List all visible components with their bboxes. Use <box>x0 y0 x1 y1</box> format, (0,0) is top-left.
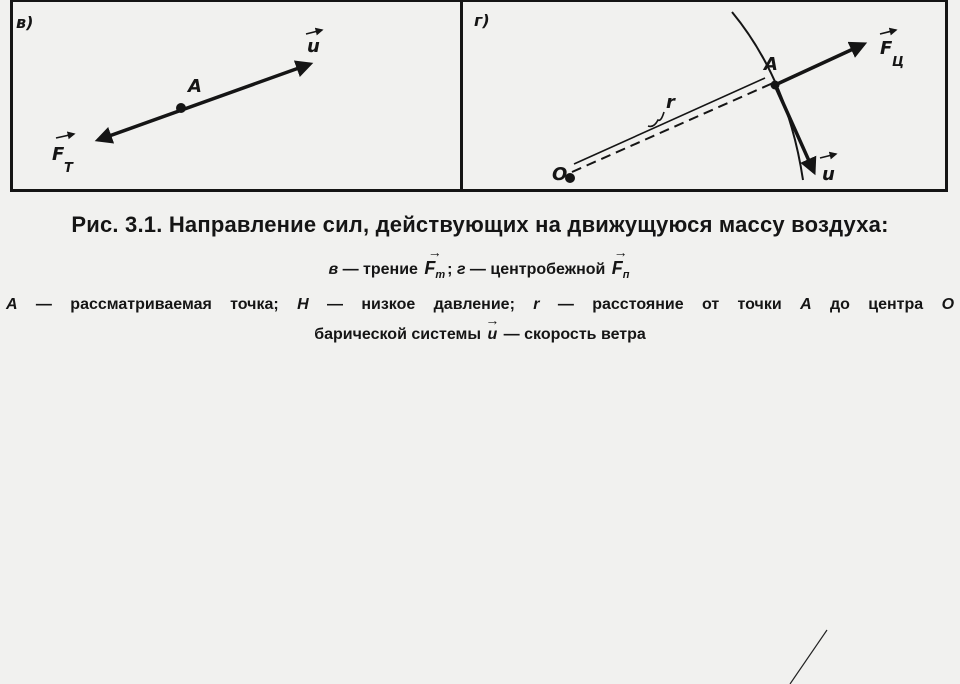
vector-friction-label <box>52 134 74 176</box>
center-o-label: O <box>552 164 568 185</box>
caption-ft-symbol: → $F_т$ <box>422 258 447 281</box>
caption-semicolon: ; <box>447 261 457 278</box>
caption-g-letter: г <box>456 261 466 278</box>
point-a-label-g: A <box>764 54 778 75</box>
caption-a-letter-2: A <box>800 296 812 313</box>
radius-solid-line <box>574 78 765 164</box>
velocity-arrow-g <box>775 85 814 172</box>
point-a-dot <box>176 103 186 113</box>
caption-h-letter: H <box>297 296 309 313</box>
svg-text:T: T <box>64 161 73 176</box>
caption-line-4 <box>0 326 960 344</box>
radius-label: r <box>666 92 675 113</box>
panel-v-label: в) <box>16 13 34 32</box>
caption-o-letter: O <box>941 296 955 313</box>
figure-caption-title: Рис. 3.1. Направление сил, действующих на движущуюся массу воздуха: <box>71 212 889 237</box>
caption-low-pressure-text: — низкое давление; <box>308 296 534 313</box>
caption-wind-speed-text: — скорость ветра <box>499 326 646 343</box>
caption-line-2 <box>0 258 960 281</box>
force-diagram <box>0 0 960 200</box>
caption-center-text: до центра <box>811 296 942 313</box>
vector-centrifugal-label <box>880 30 904 70</box>
caption-r-letter: r <box>533 296 540 313</box>
caption-line-3 <box>6 296 954 314</box>
panel-g-label: г) <box>474 11 490 30</box>
caption-distance-text: — расстояние от точки <box>539 296 801 313</box>
svg-text:Ц: Ц <box>892 55 905 70</box>
centrifugal-force-arrow <box>775 44 864 85</box>
caption-friction-text: — трение <box>338 261 423 278</box>
velocity-friction-line <box>98 64 310 140</box>
vector-u-label-v <box>306 30 322 57</box>
caption-v-letter: в <box>328 261 339 278</box>
point-a-label: A <box>188 76 202 97</box>
svg-text:u: u <box>307 36 320 57</box>
vector-u-label-g <box>820 154 836 185</box>
caption-centrifugal-text: — центробежной <box>465 261 610 278</box>
svg-text:u: u <box>822 164 835 185</box>
trajectory-arc <box>732 12 803 180</box>
caption-fn-symbol: → $F_п$ <box>610 258 632 281</box>
caption-a-letter: A <box>6 296 18 313</box>
svg-text:F: F <box>52 144 65 165</box>
caption-point-text: — рассматриваемая точка; <box>17 296 298 313</box>
svg-text:F: F <box>880 38 893 59</box>
caption-baric-text: барической системы <box>314 326 486 343</box>
caption-u-symbol: → u <box>485 326 499 344</box>
